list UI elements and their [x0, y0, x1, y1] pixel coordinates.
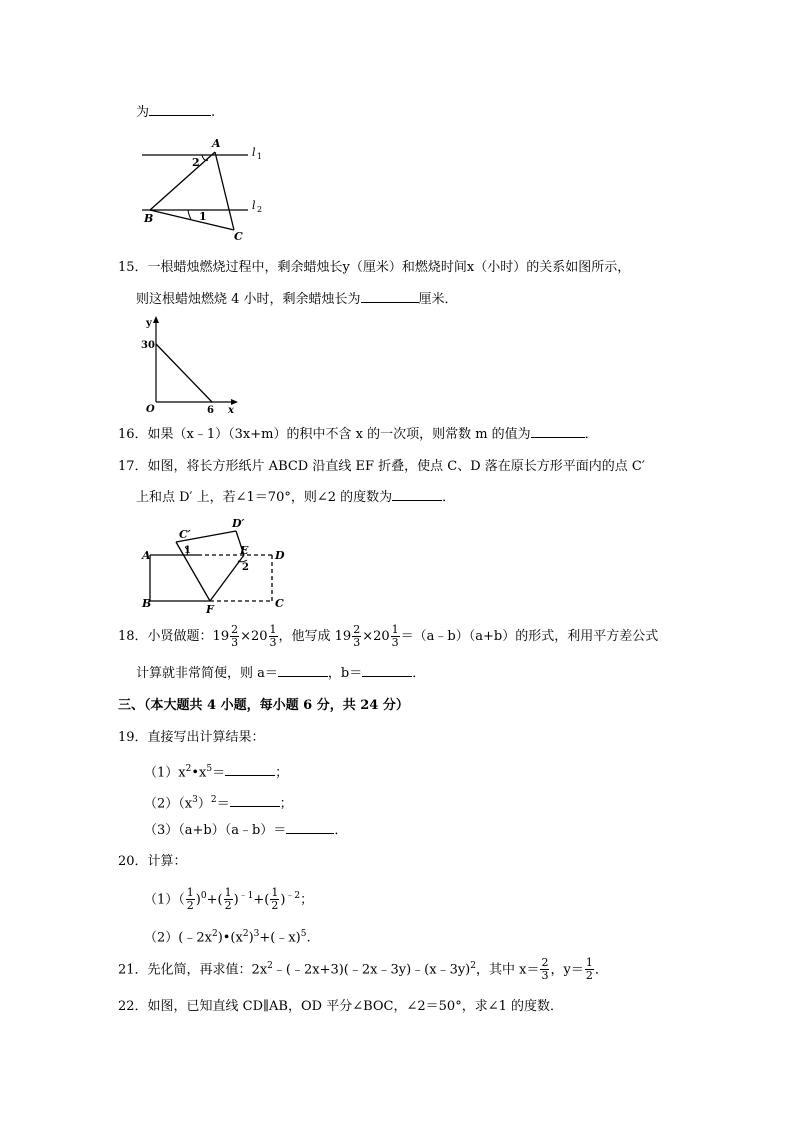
denominator: 2 [224, 899, 232, 913]
q16-end: ． [584, 427, 598, 442]
q20-text: )•(x [217, 930, 243, 946]
point-b-label: B [144, 212, 154, 225]
q19-text: •x [191, 765, 207, 781]
q20-end: ； [300, 892, 314, 908]
angle-2-label: 2 [242, 562, 249, 573]
q18-text: ×20 [240, 629, 268, 644]
q22: 22．如图，已知直线 CD∥AB，OD 平分∠BOC，∠2＝50°，求∠1 的度数． [118, 999, 563, 1014]
q19-item-3 [144, 821, 347, 841]
q21 [118, 952, 608, 984]
origin-label: O [146, 404, 155, 415]
figure-15 [140, 314, 250, 418]
q18-line1 [118, 624, 658, 650]
denominator: 3 [231, 636, 239, 649]
q20-text: （2）(﹣2x [144, 930, 212, 946]
fraction [540, 957, 549, 982]
denominator: 3 [269, 636, 277, 649]
point-d-label: D [275, 549, 285, 562]
fraction [230, 624, 239, 649]
paren: ) [280, 892, 286, 908]
q19-text: ） [197, 796, 211, 812]
fraction [391, 624, 400, 649]
line-l2-subscript: 2 [257, 205, 263, 214]
line-l2-label: l [252, 199, 256, 212]
fraction [270, 887, 279, 912]
point-d-prime-label: D′ [232, 517, 245, 530]
point-a-label: A [212, 137, 221, 150]
answer-blank[interactable] [149, 115, 211, 116]
point-a-label: A [142, 549, 151, 562]
numerator: 1 [391, 623, 399, 636]
numerator: 2 [231, 623, 239, 636]
q17-line1: 17．如图，将长方形纸片 ABCD 沿直线 EF 折叠，使点 C、D 落在原长方形平面内的点 C′ [118, 459, 645, 474]
answer-blank-a[interactable] [278, 676, 328, 677]
q18-text: 18．小贤做题：19 [118, 629, 230, 644]
q18-text: ×20 [362, 629, 390, 644]
q20-item-2 [144, 924, 311, 948]
q19-title: 19．直接写出计算结果： [118, 730, 265, 745]
fraction [186, 887, 195, 912]
q17-line2 [136, 488, 455, 508]
x-intercept-label: 6 [207, 405, 214, 416]
q19-text: ＝ [212, 765, 226, 781]
paren: ) [195, 892, 201, 908]
exponent: 2 [210, 795, 217, 805]
q20-text: （1）（ [144, 892, 185, 908]
answer-blank[interactable] [531, 437, 585, 438]
numerator: 1 [269, 623, 277, 636]
point-c-prime-label: C′ [179, 528, 191, 541]
line-l1-subscript: 1 [257, 152, 263, 161]
q21-text: ﹣(﹣2x+3)(﹣2x﹣3y)﹣(x﹣3y) [272, 962, 471, 978]
q21-end: ． [594, 962, 608, 978]
q19-text: （3）（a+b）（a﹣b）＝ [144, 823, 287, 838]
denominator: 3 [391, 636, 399, 649]
q17-end: ． [442, 490, 456, 505]
denominator: 2 [271, 899, 279, 913]
fraction [269, 624, 278, 649]
numerator: 1 [224, 886, 232, 900]
q15-text: 则这根蜡烛燃烧 4 小时，剩余蜡烛长为 [136, 292, 361, 307]
numerator: 2 [541, 956, 549, 970]
plus: +( [206, 892, 223, 908]
denominator: 2 [186, 899, 194, 913]
q15-unit: 厘米． [418, 292, 458, 307]
exponent: 2 [211, 929, 218, 939]
q14-suffix: . [211, 105, 216, 120]
fraction [224, 887, 233, 912]
angle-1-label: 1 [199, 210, 207, 223]
y-intercept-label: 30 [141, 340, 155, 351]
q20-item-1 [144, 882, 313, 914]
exponent: 5 [206, 764, 213, 774]
x-axis-label: x [228, 405, 234, 416]
exponent: 2 [470, 961, 476, 971]
q18-end: ． [412, 666, 426, 681]
exponent: 3 [192, 795, 198, 805]
exponent: ﹣1 [238, 891, 254, 901]
q19-text: ＝ [216, 796, 230, 812]
q18-line2 [136, 664, 425, 684]
q19-text: （2）（x [144, 796, 193, 812]
q14-tail [136, 103, 215, 123]
fraction [585, 957, 594, 982]
q14-prefix: 为 [136, 105, 150, 120]
answer-blank[interactable] [225, 775, 275, 776]
q15-line2 [136, 290, 458, 310]
section-3-heading: 三、（本大题共 4 小题，每小题 6 分，共 24 分） [118, 698, 409, 713]
q20-text: ) [248, 930, 254, 946]
q19-end: ． [334, 823, 348, 838]
y-axis-label: y [146, 318, 152, 329]
exponent: 5 [300, 929, 307, 939]
q16 [118, 425, 598, 445]
exponent: 2 [267, 961, 273, 971]
q18-text: ，b＝ [327, 666, 363, 681]
q16-text: 16．如果（x﹣1）（3x+m）的积中不含 x 的一次项，则常数 m 的值为 [118, 427, 531, 442]
exponent: 2 [242, 929, 249, 939]
numerator: 2 [353, 623, 361, 636]
q20-text: +(﹣x) [259, 930, 301, 946]
paren: ) [233, 892, 239, 908]
denominator: 3 [541, 969, 549, 983]
q18-text: ＝（a﹣b）（a+b）的形式，利用平方差公式 [400, 629, 659, 644]
q19-item-1 [144, 759, 288, 783]
exponent: ﹣2 [285, 891, 301, 901]
plus: +( [253, 892, 270, 908]
q18-text: ，他写成 19 [278, 629, 352, 644]
point-c-label: C [234, 230, 243, 243]
denominator: 3 [353, 636, 361, 649]
q21-text: ，其中 x＝ [476, 962, 540, 978]
q20-title: 20．计算： [118, 854, 187, 869]
q19-end: ； [279, 796, 293, 812]
q18-text: 计算就非常简便，则 a＝ [136, 666, 278, 681]
fraction [352, 624, 361, 649]
exponent: 0 [200, 891, 207, 901]
numerator: 1 [271, 886, 279, 900]
exponent: 3 [253, 929, 260, 939]
q15-line1: 15．一根蜡烛燃烧过程中，剩余蜡烛长y（厘米）和燃烧时间x（小时）的关系如图所示， [118, 260, 631, 275]
answer-blank[interactable] [392, 500, 442, 501]
figure-14 [136, 136, 276, 246]
q21-text: ，y＝ [550, 962, 584, 978]
exponent: 2 [185, 764, 192, 774]
q19-text: （1）x [144, 765, 186, 781]
q19-item-2 [144, 790, 293, 814]
line-l1-label: l [252, 146, 256, 159]
point-b-label: B [142, 597, 152, 610]
denominator: 2 [585, 969, 593, 983]
answer-blank[interactable] [230, 806, 280, 807]
point-c-label: C [275, 597, 284, 610]
angle-2-label: 2 [192, 156, 200, 169]
point-e-label: E [240, 544, 249, 557]
q20-end: . [306, 930, 311, 946]
numerator: 1 [585, 956, 593, 970]
q19-end: ； [275, 765, 289, 781]
numerator: 1 [186, 886, 194, 900]
point-f-label: F [206, 603, 214, 616]
answer-blank[interactable] [361, 302, 419, 303]
q17-text: 上和点 D′ 上，若∠1＝70°，则∠2 的度数为 [136, 490, 393, 505]
angle-1-label: 1 [184, 545, 191, 556]
answer-blank[interactable] [286, 833, 334, 834]
q21-text: 21．先化简，再求值：2x [118, 962, 268, 978]
answer-blank-b[interactable] [362, 676, 412, 677]
figure-17 [138, 512, 298, 616]
